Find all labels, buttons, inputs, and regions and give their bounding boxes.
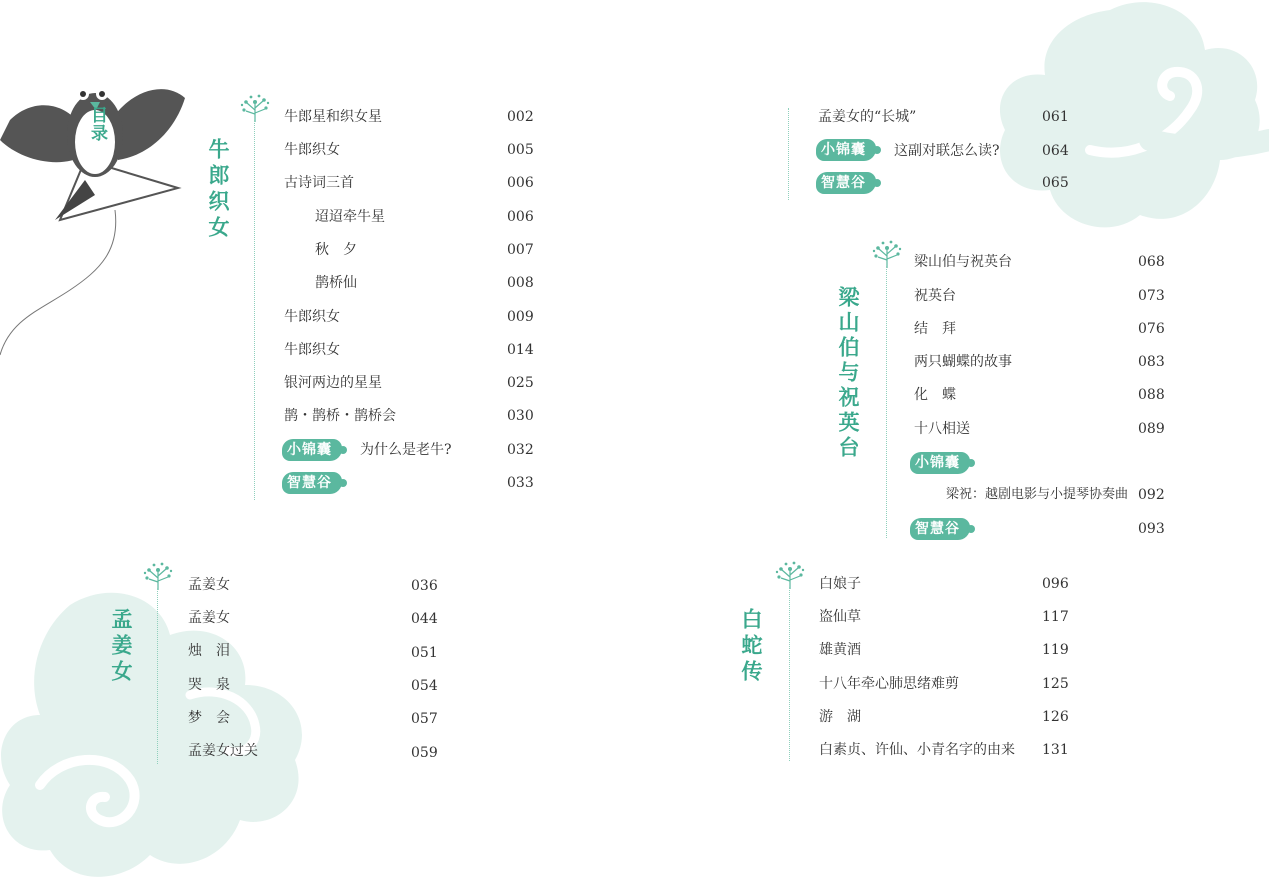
page-number: 057 xyxy=(411,711,438,727)
page-number: 005 xyxy=(507,142,534,158)
page-number: 117 xyxy=(1042,609,1069,625)
page-number: 002 xyxy=(507,109,534,125)
sprig-icon xyxy=(775,561,805,589)
page-number: 044 xyxy=(411,611,438,627)
sprig-icon xyxy=(240,94,270,122)
section-divider xyxy=(157,588,158,764)
tip-badge: 小锦囊 xyxy=(282,439,342,461)
toc-subentry[interactable]: 秋 夕 xyxy=(315,242,357,258)
toc-entry[interactable]: 孟姜女 xyxy=(188,577,230,593)
toc-entry[interactable]: 牛郎织女 xyxy=(284,342,340,358)
page-number: 032 xyxy=(507,442,534,458)
quiz-badge[interactable]: 智慧谷 xyxy=(910,518,970,540)
page-number: 051 xyxy=(411,645,438,661)
quiz-badge[interactable]: 智慧谷 xyxy=(816,172,876,194)
page-number: 096 xyxy=(1042,576,1069,592)
section-divider xyxy=(788,108,789,200)
toc-entry[interactable]: 十八相送 xyxy=(914,421,970,437)
page-number: 064 xyxy=(1042,143,1069,159)
tip-badge: 小锦囊 xyxy=(816,139,876,161)
page-number: 126 xyxy=(1042,709,1069,725)
toc-entry[interactable]: 祝英台 xyxy=(914,288,956,304)
toc-entry[interactable]: 梦 会 xyxy=(188,710,230,726)
page-number: 125 xyxy=(1042,676,1069,692)
toc-subentry[interactable]: 鹊桥仙 xyxy=(315,275,357,291)
toc-entry[interactable]: 游 湖 xyxy=(819,709,861,725)
toc-entry[interactable]: 孟姜女 xyxy=(188,610,230,626)
toc-entry[interactable]: 鹊・鹊桥・鹊桥会 xyxy=(284,408,396,424)
tip-entry[interactable]: 梁祝：越剧电影与小提琴协奏曲 xyxy=(946,487,1129,502)
page-number: 119 xyxy=(1042,642,1069,658)
page-number: 073 xyxy=(1138,288,1165,304)
section-divider xyxy=(886,266,887,538)
page-number: 054 xyxy=(411,678,438,694)
tip-entry[interactable]: 为什么是老牛? xyxy=(360,442,452,458)
section-title: 牛郎织女 xyxy=(206,138,230,242)
toc-entry[interactable]: 盗仙草 xyxy=(819,609,861,625)
tip-badge: 小锦囊 xyxy=(910,452,970,474)
quiz-badge[interactable]: 智慧谷 xyxy=(282,472,342,494)
page-number: 007 xyxy=(507,242,534,258)
toc-entry[interactable]: 孟姜女过关 xyxy=(188,743,258,759)
page-number: 025 xyxy=(507,375,534,391)
toc-entry[interactable]: 牛郎星和织女星 xyxy=(284,109,382,125)
page-number: 006 xyxy=(507,175,534,191)
page-number: 076 xyxy=(1138,321,1165,337)
page-number: 092 xyxy=(1138,487,1165,503)
tip-entry[interactable]: 这副对联怎么读? xyxy=(894,143,1000,159)
page-number: 059 xyxy=(411,745,438,761)
toc-entry[interactable]: 白素贞、许仙、小青名字的由来 xyxy=(819,742,1015,758)
page-number: 008 xyxy=(507,275,534,291)
page-title: 目录 xyxy=(87,106,107,142)
toc-entry[interactable]: 孟姜女的“长城” xyxy=(818,109,917,125)
section-divider xyxy=(254,120,255,500)
toc-entry[interactable]: 两只蝴蝶的故事 xyxy=(914,354,1012,370)
toc-entry[interactable]: 牛郎织女 xyxy=(284,309,340,325)
cloud-decoration-bottom-left xyxy=(0,585,310,891)
cloud-decoration-top-right xyxy=(990,0,1269,240)
toc-subentry[interactable]: 迢迢牵牛星 xyxy=(315,209,385,225)
toc-entry[interactable]: 梁山伯与祝英台 xyxy=(914,254,1012,270)
toc-entry[interactable]: 白娘子 xyxy=(819,576,861,592)
section-title: 梁山伯与祝英台 xyxy=(836,286,860,461)
toc-entry[interactable]: 十八年牵心肺思绪难剪 xyxy=(819,676,959,692)
toc-entry[interactable]: 哭 泉 xyxy=(188,677,230,693)
page-number: 093 xyxy=(1138,521,1165,537)
page-number: 083 xyxy=(1138,354,1165,370)
toc-entry[interactable]: 烛 泪 xyxy=(188,643,230,659)
page-number: 068 xyxy=(1138,254,1165,270)
page-number: 089 xyxy=(1138,421,1165,437)
toc-entry[interactable]: 牛郎织女 xyxy=(284,142,340,158)
page-number: 088 xyxy=(1138,387,1165,403)
page-number: 033 xyxy=(507,475,534,491)
section-title: 孟姜女 xyxy=(109,608,133,686)
toc-entry[interactable]: 雄黄酒 xyxy=(819,642,861,658)
section-title: 白蛇传 xyxy=(739,608,763,686)
page-number: 061 xyxy=(1042,109,1069,125)
toc-entry[interactable]: 古诗词三首 xyxy=(284,175,354,191)
page-number: 036 xyxy=(411,578,438,594)
page-number: 006 xyxy=(507,209,534,225)
sprig-icon xyxy=(143,562,173,590)
page-number: 131 xyxy=(1042,742,1069,758)
toc-entry[interactable]: 银河两边的星星 xyxy=(284,375,382,391)
page-number: 014 xyxy=(507,342,534,358)
toc-entry[interactable]: 结 拜 xyxy=(914,321,956,337)
swallow-kite-illustration xyxy=(0,60,200,360)
sprig-icon xyxy=(872,240,902,268)
page-number: 065 xyxy=(1042,175,1069,191)
section-divider xyxy=(789,587,790,761)
toc-entry[interactable]: 化 蝶 xyxy=(914,387,956,403)
page-number: 030 xyxy=(507,408,534,424)
page-number: 009 xyxy=(507,309,534,325)
